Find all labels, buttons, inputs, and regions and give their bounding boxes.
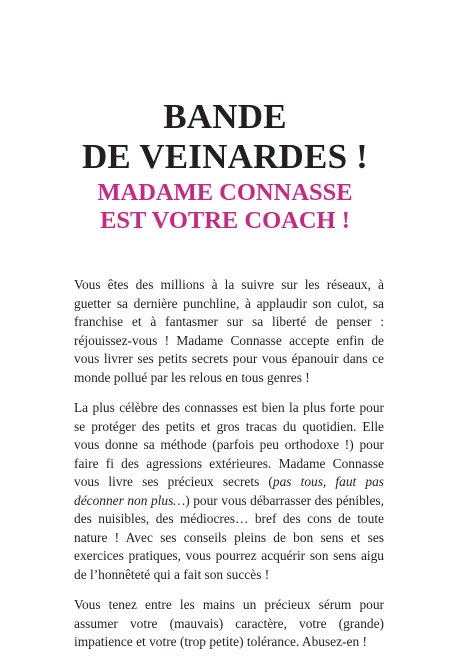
paragraph-2-italic: pas tous, faut pas déconner non plus… (74, 474, 384, 508)
paragraph-1: Vous êtes des millions à la suivre sur les réseaux, à guetter sa dernière punchline, à applaudir son culot, sa franchise et à fantasmer sur sa liberté de penser : réjouissez-vous ! Madame Connasse accepte enfin de vous livrer ses petits secrets pour vous épanouir dans ce monde pollué par les relous en tous genres ! (74, 277, 384, 385)
main-title-line-2: DE VEINARDES ! (81, 137, 369, 176)
blurb-text (74, 276, 384, 664)
title-block (0, 97, 450, 235)
main-title-line-1: BANDE (163, 97, 287, 136)
subtitle-line-1: MADAME CONNASSE (97, 179, 353, 206)
paragraph-2-end: ) pour vous débarrasser des pénibles, des nuisibles, des médiocres… bref des cons de toute nature ! Avec ses conseils pleins de bon sens et ses exercices pratiques, vous pourrez acquérir son sens aigu de l’honnêteté qui a fait son succès ! (74, 492, 384, 582)
subtitle-line-2: EST VOTRE COACH ! (100, 207, 350, 234)
paragraph-2 (74, 399, 384, 584)
paragraph-3: Vous tenez entre les mains un précieux sérum pour assumer votre (mauvais) caractère, votre (grande) impatience et votre (trop petite) tolérance. Abusez-en ! (74, 597, 384, 649)
paragraph-2-start: La plus célèbre des connasses est bien la plus forte pour se protéger des petits et gros tracas du quotidien. Elle vous donne sa méthode (parfois peu orthodoxe !) pour faire fi des agressions extérieures. Madame Connasse vous livre ses précieux secrets ( (74, 400, 384, 489)
